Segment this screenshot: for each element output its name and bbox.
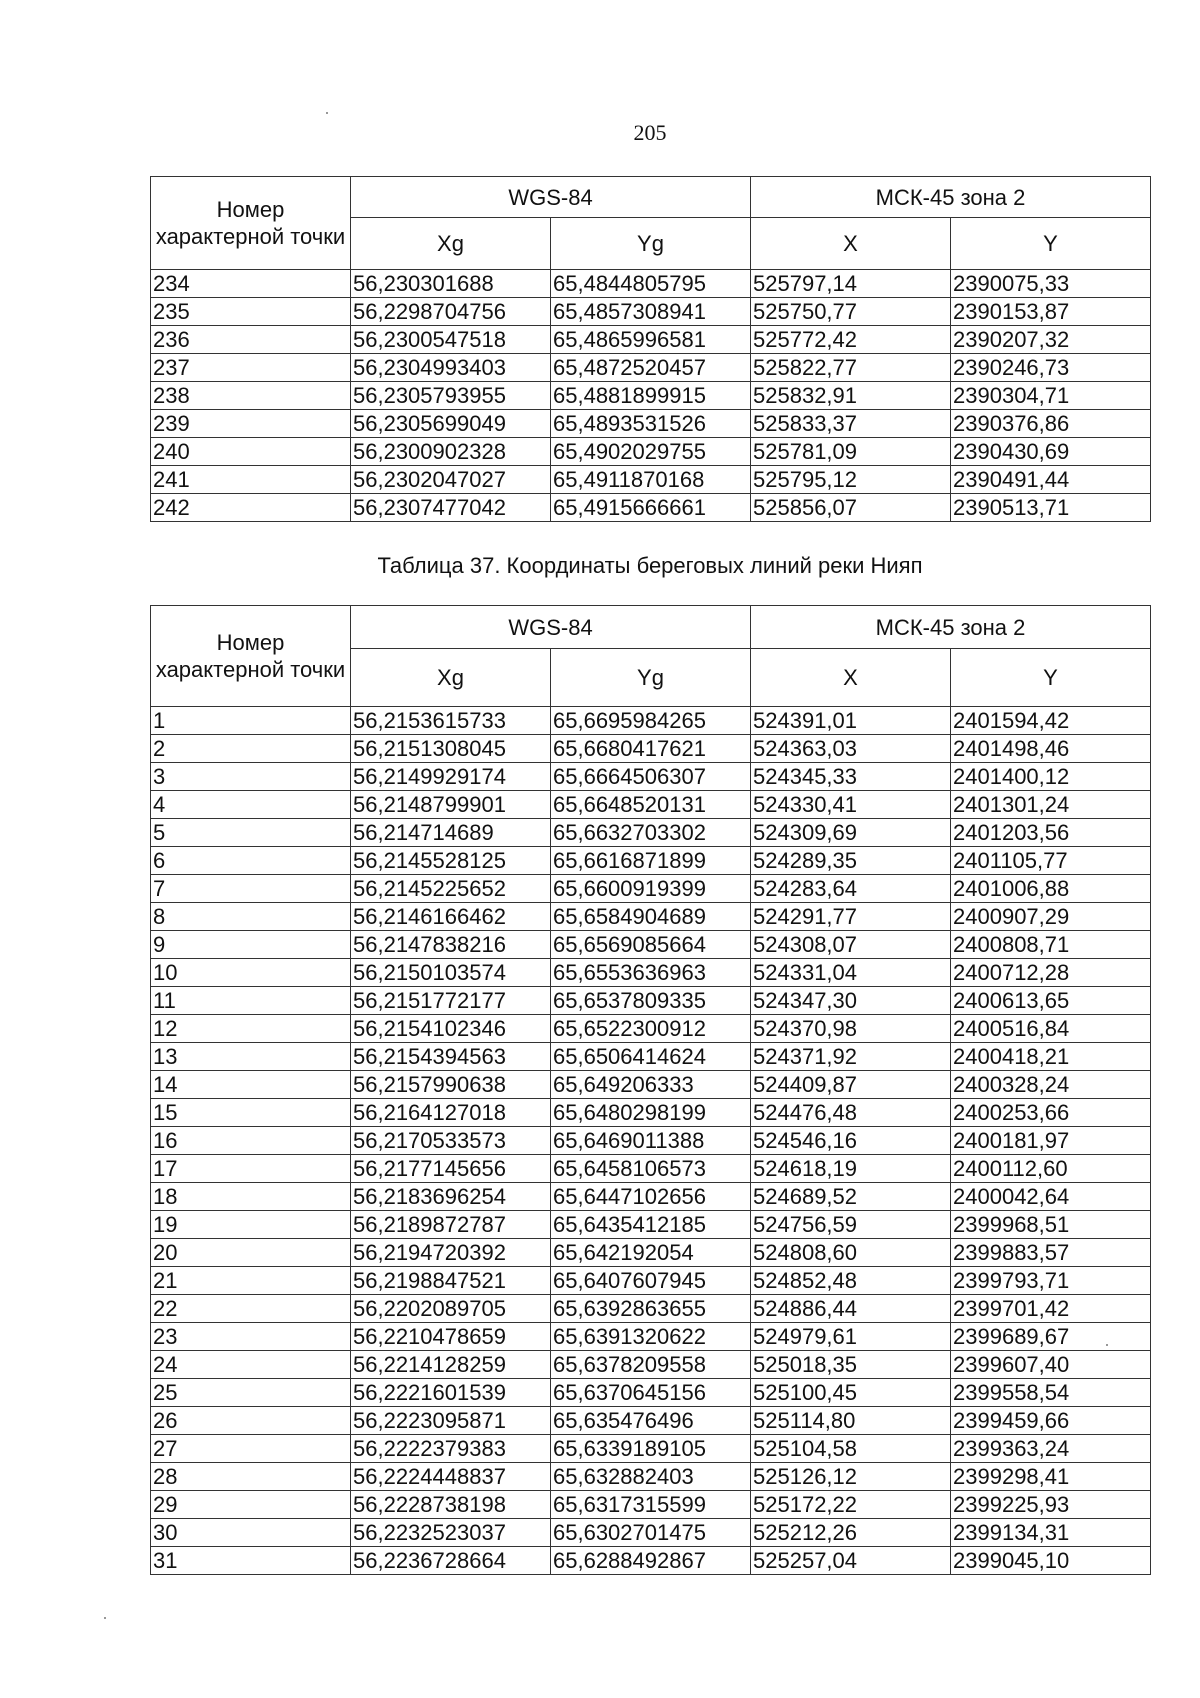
cell-xg: 56,2157990638 <box>351 1071 551 1099</box>
cell-y: 2401203,56 <box>951 819 1151 847</box>
cell-y: 2400112,60 <box>951 1155 1151 1183</box>
cell-x: 525750,77 <box>751 298 951 326</box>
cell-x: 524852,48 <box>751 1267 951 1295</box>
cell-y: 2399459,66 <box>951 1407 1151 1435</box>
cell-x: 524808,60 <box>751 1239 951 1267</box>
table-row <box>151 959 1151 987</box>
cell-y: 2400328,24 <box>951 1071 1151 1099</box>
cell-yg: 65,4911870168 <box>551 466 751 494</box>
table-row <box>151 270 1151 298</box>
cell-point-number: 239 <box>151 410 351 438</box>
table-row <box>151 987 1151 1015</box>
table-row <box>151 707 1151 735</box>
cell-xg: 56,2183696254 <box>351 1183 551 1211</box>
table-row <box>151 354 1151 382</box>
cell-y: 2399883,57 <box>951 1239 1151 1267</box>
cell-y: 2390491,44 <box>951 466 1151 494</box>
cell-x: 525795,12 <box>751 466 951 494</box>
cell-point-number: 20 <box>151 1239 351 1267</box>
cell-yg: 65,632882403 <box>551 1463 751 1491</box>
table-row <box>151 1547 1151 1575</box>
cell-x: 524330,41 <box>751 791 951 819</box>
cell-yg: 65,6447102656 <box>551 1183 751 1211</box>
cell-x: 524331,04 <box>751 959 951 987</box>
header-x: X <box>751 649 951 707</box>
cell-yg: 65,4893531526 <box>551 410 751 438</box>
cell-xg: 56,2236728664 <box>351 1547 551 1575</box>
cell-point-number: 15 <box>151 1099 351 1127</box>
cell-point-number: 19 <box>151 1211 351 1239</box>
table-row <box>151 931 1151 959</box>
cell-x: 525172,22 <box>751 1491 951 1519</box>
cell-x: 525822,77 <box>751 354 951 382</box>
cell-y: 2399968,51 <box>951 1211 1151 1239</box>
cell-x: 524347,30 <box>751 987 951 1015</box>
cell-yg: 65,6458106573 <box>551 1155 751 1183</box>
cell-x: 524370,98 <box>751 1015 951 1043</box>
cell-y: 2390246,73 <box>951 354 1151 382</box>
cell-x: 524289,35 <box>751 847 951 875</box>
cell-yg: 65,6407607945 <box>551 1267 751 1295</box>
cell-yg: 65,4844805795 <box>551 270 751 298</box>
cell-y: 2399298,41 <box>951 1463 1151 1491</box>
cell-x: 524283,64 <box>751 875 951 903</box>
cell-point-number: 18 <box>151 1183 351 1211</box>
cell-x: 524886,44 <box>751 1295 951 1323</box>
cell-x: 525797,14 <box>751 270 951 298</box>
table-row <box>151 903 1151 931</box>
table-row <box>151 763 1151 791</box>
cell-y: 2400418,21 <box>951 1043 1151 1071</box>
table-row <box>151 1071 1151 1099</box>
cell-x: 525114,80 <box>751 1407 951 1435</box>
table-row <box>151 1211 1151 1239</box>
table-row <box>151 735 1151 763</box>
table-row <box>151 1435 1151 1463</box>
table-row <box>151 875 1151 903</box>
cell-point-number: 3 <box>151 763 351 791</box>
table-row <box>151 1239 1151 1267</box>
header-xg: Xg <box>351 649 551 707</box>
header-msk45: МСК-45 зона 2 <box>751 177 1151 218</box>
cell-xg: 56,2154102346 <box>351 1015 551 1043</box>
table-row <box>151 1183 1151 1211</box>
cell-x: 524618,19 <box>751 1155 951 1183</box>
table-row <box>151 1267 1151 1295</box>
cell-x: 524546,16 <box>751 1127 951 1155</box>
cell-x: 524345,33 <box>751 763 951 791</box>
cell-yg: 65,4881899915 <box>551 382 751 410</box>
table-row <box>151 298 1151 326</box>
cell-point-number: 21 <box>151 1267 351 1295</box>
coordinates-table-niyap <box>150 605 1151 1575</box>
cell-x: 524409,87 <box>751 1071 951 1099</box>
cell-point-number: 22 <box>151 1295 351 1323</box>
cell-y: 2399607,40 <box>951 1351 1151 1379</box>
cell-y: 2401400,12 <box>951 763 1151 791</box>
coordinates-table-continued <box>150 176 1151 522</box>
cell-xg: 56,2202089705 <box>351 1295 551 1323</box>
cell-xg: 56,2224448837 <box>351 1463 551 1491</box>
cell-yg: 65,6584904689 <box>551 903 751 931</box>
cell-x: 524476,48 <box>751 1099 951 1127</box>
scan-speck <box>1106 1344 1108 1346</box>
cell-y: 2390075,33 <box>951 270 1151 298</box>
cell-y: 2400042,64 <box>951 1183 1151 1211</box>
cell-x: 525212,26 <box>751 1519 951 1547</box>
cell-point-number: 8 <box>151 903 351 931</box>
cell-point-number: 241 <box>151 466 351 494</box>
cell-yg: 65,6569085664 <box>551 931 751 959</box>
cell-xg: 56,2305793955 <box>351 382 551 410</box>
header-y: Y <box>951 218 1151 270</box>
cell-yg: 65,6648520131 <box>551 791 751 819</box>
table-row <box>151 847 1151 875</box>
cell-point-number: 240 <box>151 438 351 466</box>
cell-y: 2390430,69 <box>951 438 1151 466</box>
cell-x: 525257,04 <box>751 1547 951 1575</box>
cell-y: 2390376,86 <box>951 410 1151 438</box>
cell-y: 2390153,87 <box>951 298 1151 326</box>
cell-point-number: 1 <box>151 707 351 735</box>
cell-xg: 56,230301688 <box>351 270 551 298</box>
cell-point-number: 242 <box>151 494 351 522</box>
cell-y: 2400613,65 <box>951 987 1151 1015</box>
cell-yg: 65,635476496 <box>551 1407 751 1435</box>
table-row <box>151 1463 1151 1491</box>
cell-point-number: 31 <box>151 1547 351 1575</box>
cell-x: 525833,37 <box>751 410 951 438</box>
cell-point-number: 6 <box>151 847 351 875</box>
cell-x: 524308,07 <box>751 931 951 959</box>
cell-point-number: 24 <box>151 1351 351 1379</box>
cell-y: 2400907,29 <box>951 903 1151 931</box>
cell-xg: 56,2170533573 <box>351 1127 551 1155</box>
cell-yg: 65,6317315599 <box>551 1491 751 1519</box>
cell-x: 525104,58 <box>751 1435 951 1463</box>
cell-xg: 56,2307477042 <box>351 494 551 522</box>
cell-yg: 65,4857308941 <box>551 298 751 326</box>
table-row <box>151 819 1151 847</box>
cell-y: 2401594,42 <box>951 707 1151 735</box>
cell-point-number: 13 <box>151 1043 351 1071</box>
cell-y: 2390304,71 <box>951 382 1151 410</box>
cell-point-number: 11 <box>151 987 351 1015</box>
cell-x: 524391,01 <box>751 707 951 735</box>
cell-xg: 56,2145528125 <box>351 847 551 875</box>
cell-xg: 56,2145225652 <box>351 875 551 903</box>
cell-y: 2401006,88 <box>951 875 1151 903</box>
cell-y: 2401105,77 <box>951 847 1151 875</box>
cell-xg: 56,2298704756 <box>351 298 551 326</box>
cell-point-number: 4 <box>151 791 351 819</box>
cell-point-number: 236 <box>151 326 351 354</box>
cell-y: 2400808,71 <box>951 931 1151 959</box>
cell-x: 524756,59 <box>751 1211 951 1239</box>
header-wgs84: WGS-84 <box>351 606 751 649</box>
cell-x: 525781,09 <box>751 438 951 466</box>
header-xg: Xg <box>351 218 551 270</box>
cell-y: 2400253,66 <box>951 1099 1151 1127</box>
cell-y: 2399363,24 <box>951 1435 1151 1463</box>
cell-yg: 65,6632703302 <box>551 819 751 847</box>
cell-yg: 65,4865996581 <box>551 326 751 354</box>
header-x: X <box>751 218 951 270</box>
cell-yg: 65,649206333 <box>551 1071 751 1099</box>
cell-x: 524371,92 <box>751 1043 951 1071</box>
cell-xg: 56,2151308045 <box>351 735 551 763</box>
header-yg: Yg <box>551 218 751 270</box>
table-row <box>151 1015 1151 1043</box>
cell-xg: 56,2177145656 <box>351 1155 551 1183</box>
header-y: Y <box>951 649 1151 707</box>
cell-point-number: 238 <box>151 382 351 410</box>
cell-yg: 65,642192054 <box>551 1239 751 1267</box>
cell-point-number: 14 <box>151 1071 351 1099</box>
cell-x: 524979,61 <box>751 1323 951 1351</box>
table-row <box>151 1491 1151 1519</box>
cell-yg: 65,6392863655 <box>551 1295 751 1323</box>
cell-yg: 65,6553636963 <box>551 959 751 987</box>
cell-yg: 65,6370645156 <box>551 1379 751 1407</box>
cell-point-number: 10 <box>151 959 351 987</box>
table-row <box>151 494 1151 522</box>
cell-x: 524309,69 <box>751 819 951 847</box>
cell-xg: 56,2147838216 <box>351 931 551 959</box>
cell-y: 2399793,71 <box>951 1267 1151 1295</box>
cell-xg: 56,2222379383 <box>351 1435 551 1463</box>
cell-xg: 56,2154394563 <box>351 1043 551 1071</box>
cell-point-number: 17 <box>151 1155 351 1183</box>
cell-xg: 56,2300547518 <box>351 326 551 354</box>
cell-xg: 56,2189872787 <box>351 1211 551 1239</box>
cell-y: 2399045,10 <box>951 1547 1151 1575</box>
cell-yg: 65,6302701475 <box>551 1519 751 1547</box>
cell-x: 525126,12 <box>751 1463 951 1491</box>
header-wgs84: WGS-84 <box>351 177 751 218</box>
table-row <box>151 1519 1151 1547</box>
cell-y: 2401301,24 <box>951 791 1151 819</box>
cell-xg: 56,2302047027 <box>351 466 551 494</box>
table-row <box>151 466 1151 494</box>
cell-xg: 56,2198847521 <box>351 1267 551 1295</box>
cell-yg: 65,4902029755 <box>551 438 751 466</box>
table-row <box>151 438 1151 466</box>
header-point-number: Номер характерной точки <box>151 177 351 270</box>
cell-x: 524363,03 <box>751 735 951 763</box>
cell-yg: 65,6288492867 <box>551 1547 751 1575</box>
scan-speck <box>104 1617 106 1619</box>
cell-yg: 65,6391320622 <box>551 1323 751 1351</box>
table-row <box>151 326 1151 354</box>
table-row <box>151 1099 1151 1127</box>
cell-x: 524689,52 <box>751 1183 951 1211</box>
cell-y: 2400516,84 <box>951 1015 1151 1043</box>
table-row <box>151 382 1151 410</box>
cell-point-number: 12 <box>151 1015 351 1043</box>
table-row <box>151 1127 1151 1155</box>
cell-yg: 65,6522300912 <box>551 1015 751 1043</box>
cell-xg: 56,2214128259 <box>351 1351 551 1379</box>
table-row <box>151 410 1151 438</box>
cell-xg: 56,2148799901 <box>351 791 551 819</box>
cell-point-number: 16 <box>151 1127 351 1155</box>
cell-x: 525100,45 <box>751 1379 951 1407</box>
table-row <box>151 1295 1151 1323</box>
cell-point-number: 2 <box>151 735 351 763</box>
cell-x: 524291,77 <box>751 903 951 931</box>
cell-xg: 56,214714689 <box>351 819 551 847</box>
cell-x: 525832,91 <box>751 382 951 410</box>
cell-yg: 65,6695984265 <box>551 707 751 735</box>
cell-xg: 56,2223095871 <box>351 1407 551 1435</box>
table-row <box>151 1407 1151 1435</box>
table-row <box>151 1043 1151 1071</box>
page-number: 205 <box>633 120 667 145</box>
cell-y: 2399134,31 <box>951 1519 1151 1547</box>
cell-xg: 56,2228738198 <box>351 1491 551 1519</box>
cell-y: 2390513,71 <box>951 494 1151 522</box>
cell-xg: 56,2153615733 <box>351 707 551 735</box>
cell-xg: 56,2194720392 <box>351 1239 551 1267</box>
cell-x: 525018,35 <box>751 1351 951 1379</box>
cell-yg: 65,4872520457 <box>551 354 751 382</box>
cell-point-number: 29 <box>151 1491 351 1519</box>
cell-yg: 65,6480298199 <box>551 1099 751 1127</box>
cell-point-number: 25 <box>151 1379 351 1407</box>
header-msk45: МСК-45 зона 2 <box>751 606 1151 649</box>
cell-xg: 56,2149929174 <box>351 763 551 791</box>
cell-y: 2390207,32 <box>951 326 1151 354</box>
cell-xg: 56,2164127018 <box>351 1099 551 1127</box>
cell-y: 2399558,54 <box>951 1379 1151 1407</box>
cell-xg: 56,2210478659 <box>351 1323 551 1351</box>
cell-point-number: 23 <box>151 1323 351 1351</box>
cell-point-number: 5 <box>151 819 351 847</box>
table-row <box>151 1155 1151 1183</box>
cell-y: 2401498,46 <box>951 735 1151 763</box>
cell-point-number: 7 <box>151 875 351 903</box>
cell-y: 2399701,42 <box>951 1295 1151 1323</box>
cell-point-number: 27 <box>151 1435 351 1463</box>
table-row <box>151 1379 1151 1407</box>
cell-yg: 65,6378209558 <box>551 1351 751 1379</box>
cell-yg: 65,6506414624 <box>551 1043 751 1071</box>
cell-y: 2399225,93 <box>951 1491 1151 1519</box>
cell-yg: 65,6537809335 <box>551 987 751 1015</box>
cell-yg: 65,6339189105 <box>551 1435 751 1463</box>
table-row <box>151 791 1151 819</box>
cell-point-number: 9 <box>151 931 351 959</box>
cell-xg: 56,2151772177 <box>351 987 551 1015</box>
table-row <box>151 1323 1151 1351</box>
cell-point-number: 30 <box>151 1519 351 1547</box>
cell-xg: 56,2305699049 <box>351 410 551 438</box>
cell-xg: 56,2300902328 <box>351 438 551 466</box>
table-caption: Таблица 37. Координаты береговых линий реки Нияп <box>377 553 923 578</box>
cell-yg: 65,6664506307 <box>551 763 751 791</box>
cell-yg: 65,6616871899 <box>551 847 751 875</box>
cell-xg: 56,2221601539 <box>351 1379 551 1407</box>
cell-y: 2400712,28 <box>951 959 1151 987</box>
cell-x: 525772,42 <box>751 326 951 354</box>
scan-speck <box>326 112 328 114</box>
cell-yg: 65,6680417621 <box>551 735 751 763</box>
cell-point-number: 235 <box>151 298 351 326</box>
header-yg: Yg <box>551 649 751 707</box>
cell-point-number: 28 <box>151 1463 351 1491</box>
cell-point-number: 234 <box>151 270 351 298</box>
table-row <box>151 1351 1151 1379</box>
cell-point-number: 237 <box>151 354 351 382</box>
cell-xg: 56,2304993403 <box>351 354 551 382</box>
cell-point-number: 26 <box>151 1407 351 1435</box>
cell-xg: 56,2150103574 <box>351 959 551 987</box>
header-point-number: Номер характерной точки <box>151 606 351 707</box>
cell-yg: 65,6469011388 <box>551 1127 751 1155</box>
cell-y: 2399689,67 <box>951 1323 1151 1351</box>
cell-x: 525856,07 <box>751 494 951 522</box>
cell-y: 2400181,97 <box>951 1127 1151 1155</box>
cell-xg: 56,2146166462 <box>351 903 551 931</box>
cell-yg: 65,6435412185 <box>551 1211 751 1239</box>
cell-yg: 65,4915666661 <box>551 494 751 522</box>
cell-yg: 65,6600919399 <box>551 875 751 903</box>
cell-xg: 56,2232523037 <box>351 1519 551 1547</box>
